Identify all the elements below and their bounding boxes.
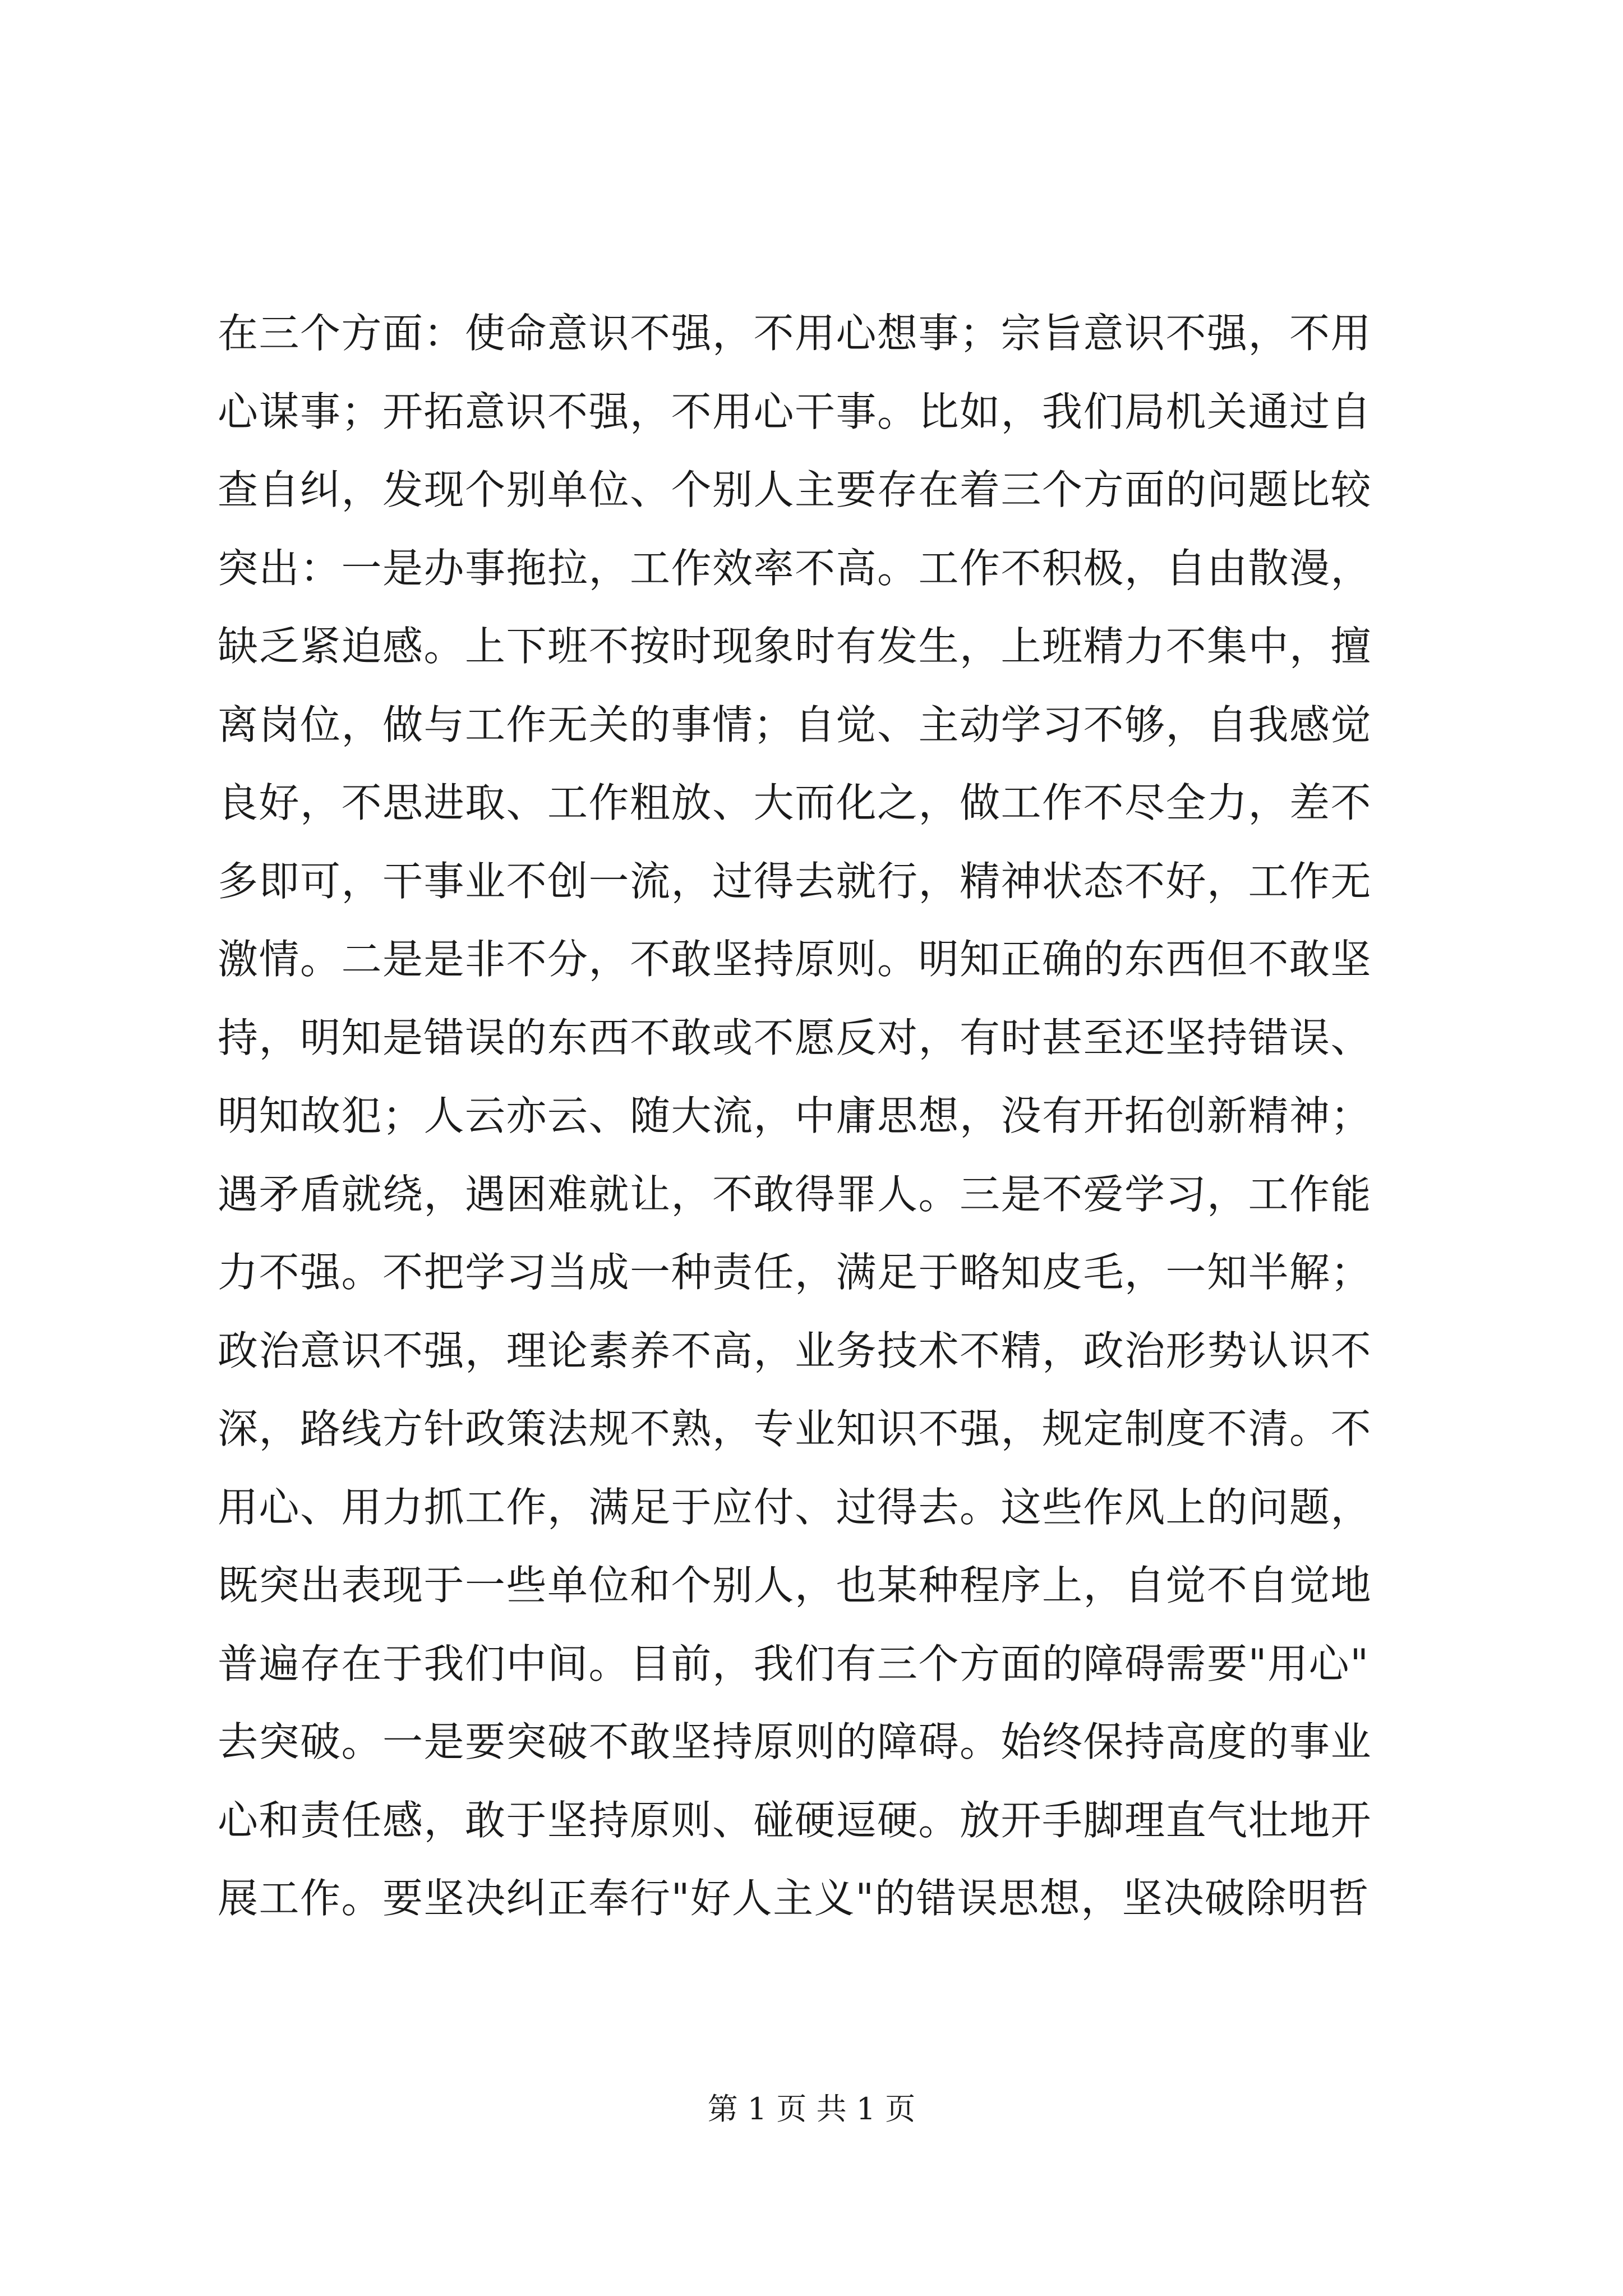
text-line: 心和责任感，敢于坚持原则、碰硬逗硬。放开手脚理直气壮地开 xyxy=(218,1796,1372,1844)
text-line: 激情。二是是非不分，不敢坚持原则。明知正确的东西但不敢坚 xyxy=(218,936,1372,983)
text-line: 多即可，干事业不创一流，过得去就行，精神状态不好，工作无 xyxy=(218,857,1372,905)
text-line: 持，明知是错误的东西不敢或不愿反对，有时甚至还坚持错误、 xyxy=(218,1014,1372,1061)
text-line: 在三个方面：使命意识不强，不用心想事；宗旨意识不强，不用 xyxy=(218,310,1372,357)
text-line: 力不强。不把学习当成一种责任，满足于略知皮毛，一知半解； xyxy=(218,1249,1372,1296)
page-number-label: 第 1 页 共 1 页 xyxy=(707,2091,916,2127)
text-line: 用心、用力抓工作，满足于应付、过得去。这些作风上的问题， xyxy=(218,1483,1372,1531)
text-line: 展工作。要坚决纠正奉行"好人主义"的错误思想，坚决破除明哲 xyxy=(218,1875,1370,1922)
text-line: 查自纠，发现个别单位、个别人主要存在着三个方面的问题比较 xyxy=(218,466,1372,513)
text-line: 突出：一是办事拖拉，工作效率不高。工作不积极，自由散漫， xyxy=(218,544,1372,592)
text-line: 心谋事；开拓意识不强，不用心干事。比如，我们局机关通过自 xyxy=(218,388,1372,435)
text-line: 明知故犯；人云亦云、随大流，中庸思想，没有开拓创新精神； xyxy=(218,1092,1372,1139)
text-line: 离岗位，做与工作无关的事情；自觉、主动学习不够，自我感觉 xyxy=(218,701,1372,748)
text-line: 政治意识不强，理论素养不高，业务技术不精，政治形势认识不 xyxy=(218,1327,1372,1374)
body-text xyxy=(218,295,1409,1938)
text-line: 深，路线方针政策法规不熟，专业知识不强，规定制度不清。不 xyxy=(218,1405,1372,1452)
text-line: 去突破。一是要突破不敢坚持原则的障碍。始终保持高度的事业 xyxy=(218,1718,1372,1765)
text-line: 遇矛盾就绕，遇困难就让，不敢得罪人。三是不爱学习，工作能 xyxy=(218,1170,1372,1218)
page-footer xyxy=(0,2087,1623,2132)
text-line: 普遍存在于我们中间。目前，我们有三个方面的障碍需要"用心" xyxy=(218,1640,1370,1687)
text-line: 既突出表现于一些单位和个别人，也某种程序上，自觉不自觉地 xyxy=(218,1562,1372,1609)
text-line: 缺乏紧迫感。上下班不按时现象时有发生，上班精力不集中，擅 xyxy=(218,623,1372,670)
text-line: 良好，不思进取、工作粗放、大而化之，做工作不尽全力，差不 xyxy=(218,779,1372,826)
